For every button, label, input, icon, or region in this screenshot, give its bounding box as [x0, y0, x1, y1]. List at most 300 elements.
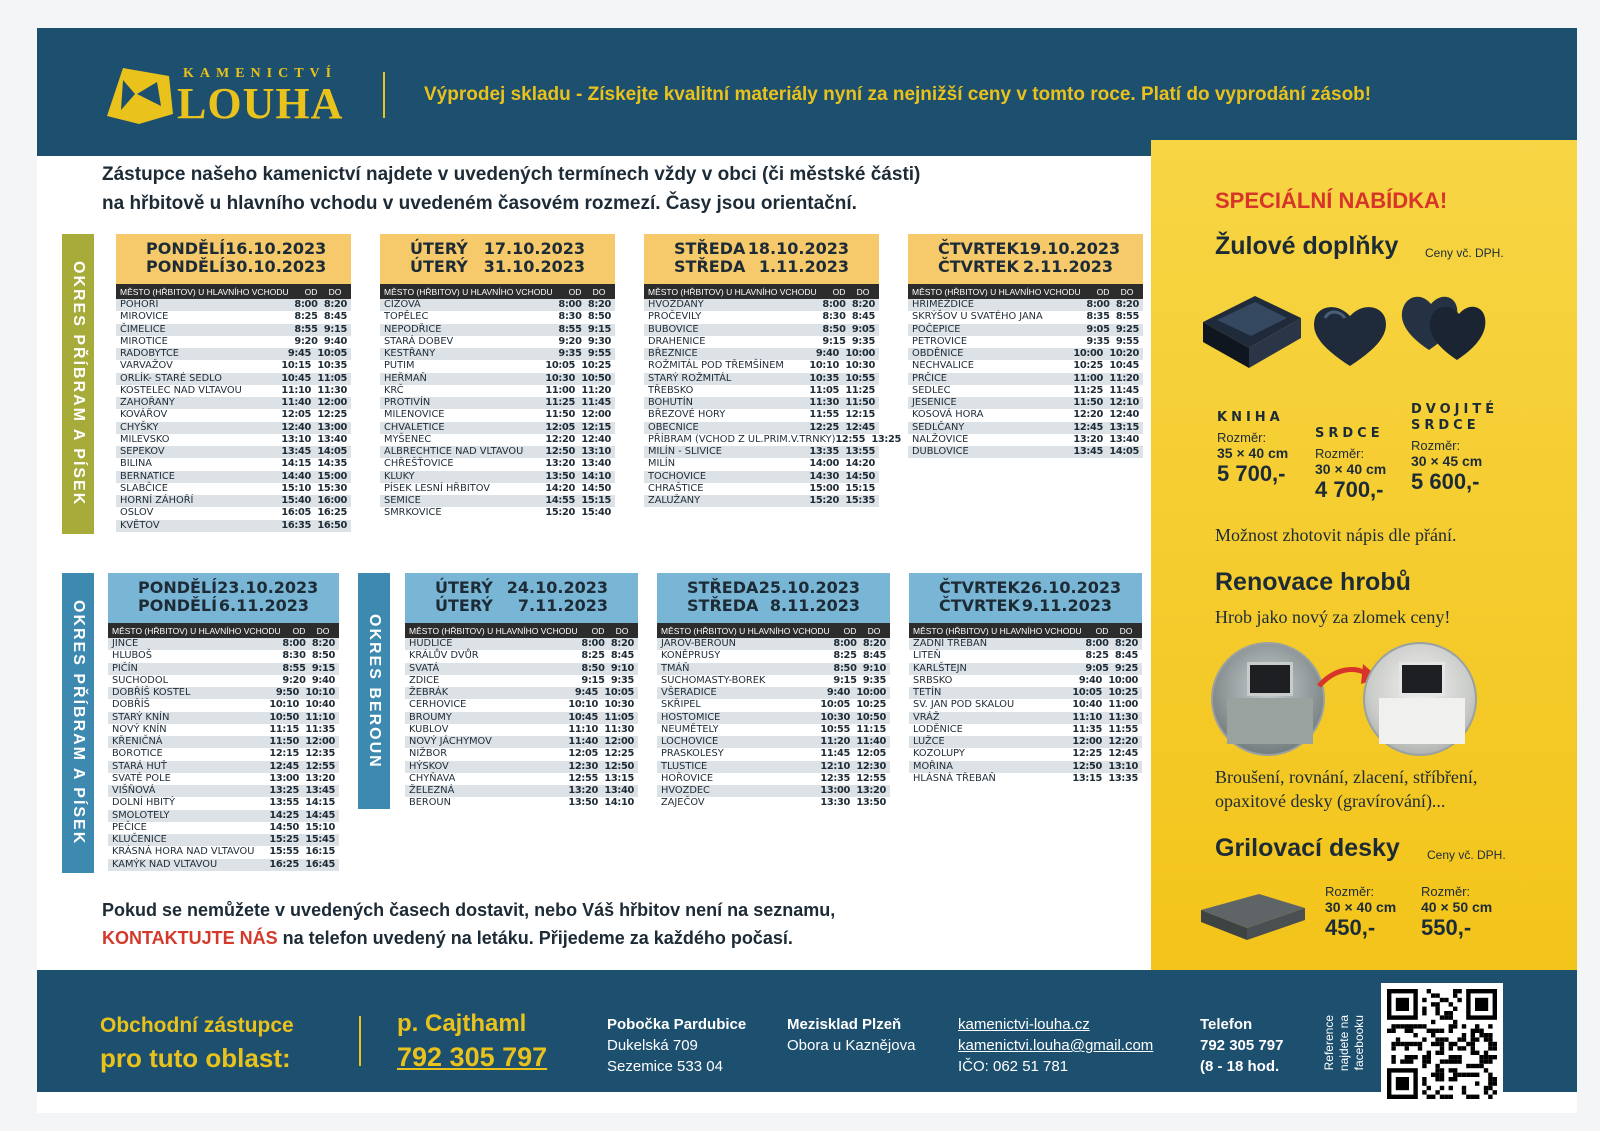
place-name: TŘEBSKO [648, 384, 694, 396]
schedule-row [908, 422, 1143, 434]
day-date: 7.11.2023 [517, 596, 608, 615]
time-range: 13:30 13:50 [820, 797, 886, 809]
place-name: BERNATICE [120, 470, 175, 482]
schedule-row [380, 299, 615, 311]
time-range: 9:15 9:35 [581, 674, 634, 686]
schedule-row [380, 471, 615, 483]
column-header: MĚSTO (HŘBITOV) U HLAVNÍHO VCHODU OD DO [405, 623, 638, 638]
place-name: NEUMĚTELY [661, 723, 719, 735]
place-name: BUBOVICE [648, 323, 699, 335]
intro-line-1: Zástupce našeho kamenictví najdete v uvedených termínech vždy v obci (či městské části) [102, 164, 921, 185]
place-name: KOVÁŘOV [120, 409, 168, 421]
header-bar [37, 28, 1577, 156]
time-range: 8:00 8:20 [282, 638, 335, 650]
time-range: 12:55 13:25 [835, 433, 902, 445]
schedule-row [908, 385, 1143, 397]
logo-kamenictvi: KAMENICTVÍ [183, 66, 338, 81]
schedule-row [116, 471, 351, 483]
place-name: ZADNÍ TŘEBAŇ [913, 638, 988, 650]
place-name: SMOLOTELY [112, 809, 170, 821]
time-range: 16:05 16:25 [281, 507, 347, 519]
schedule-row [657, 687, 890, 699]
place-name: TOPĚLEC [384, 311, 429, 323]
place-name: VŠERADICE [661, 687, 717, 699]
time-range: 10:30 10:50 [545, 372, 611, 384]
time-range: 13:35 13:55 [809, 446, 875, 458]
website-link[interactable]: kamenictvi-louha.cz [958, 1016, 1090, 1033]
granite-title: Žulové doplňky [1215, 232, 1399, 260]
time-range: 11:10 11:30 [568, 723, 634, 735]
time-range: 11:00 11:20 [545, 384, 611, 396]
time-range: 10:10 10:30 [568, 699, 634, 711]
facebook-reference: Reference najdete na facebooku [1321, 1014, 1366, 1072]
schedule-row [108, 822, 339, 834]
place-name: POČEPICE [912, 323, 961, 335]
schedule-row [108, 785, 339, 797]
schedule-wed-2 [657, 573, 890, 810]
renovation-desc-1: Broušení, rovnání, zlacení, stříbření, [1215, 767, 1478, 787]
place-name: NEPODŘICE [384, 323, 442, 335]
place-name: ORLÍK- STARÉ SEDLO [120, 372, 222, 384]
schedule-row [909, 687, 1142, 699]
schedule-row [108, 663, 339, 675]
day-date: 9.11.2023 [1021, 596, 1112, 615]
place-name: KRÁLŮV DVŮR [409, 650, 479, 662]
time-range: 8:00 8:20 [581, 638, 634, 650]
column-header: MĚSTO (HŘBITOV) U HLAVNÍHO VCHODU OD DO [644, 284, 879, 299]
flyer-sheet [37, 28, 1577, 1113]
day-name: ČTVRTEK [939, 578, 1020, 597]
email-link[interactable]: kamenictvi.louha@gmail.com [958, 1037, 1154, 1054]
place-name: NALŽOVICE [912, 433, 969, 445]
schedule-rows [909, 638, 1142, 785]
place-name: JAROV-BEROUN [661, 638, 737, 650]
schedule-row [908, 299, 1143, 311]
grill-price-note: Ceny vč. DPH. [1427, 848, 1506, 862]
time-range: 14:30 14:50 [809, 470, 875, 482]
sales-rep-phone-link[interactable]: 792 305 797 [397, 1042, 548, 1072]
schedule-row [644, 483, 879, 495]
place-name: MYŠENEC [384, 433, 432, 445]
place-name: PROTIVÍN [384, 397, 431, 409]
place-name: TLUSTICE [661, 760, 708, 772]
schedule-row [108, 846, 339, 858]
time-range: 14:25 14:45 [269, 809, 335, 821]
time-range: 11:20 11:40 [820, 736, 886, 748]
schedule-row [380, 495, 615, 507]
day-date: 24.10.2023 [506, 578, 608, 597]
place-name: KOZOLUPY [913, 748, 965, 760]
time-range: 10:25 10:45 [1073, 360, 1139, 372]
day-name: STŘEDA [674, 257, 746, 276]
time-range: 11:50 12:10 [1073, 397, 1139, 409]
place-name: ZAHOŘANY [120, 397, 175, 409]
okres-label-pribram-top: OKRES PŘÍBRAM A PÍSEK [62, 234, 94, 534]
place-name: CHYŠKY [120, 421, 159, 433]
place-name: SV. JAN POD SKALOU [913, 699, 1015, 711]
place-name: KONĚPRUSY [661, 650, 721, 662]
grave-before-image [1211, 642, 1325, 756]
ico-number: IČO: 062 51 781 [958, 1058, 1069, 1075]
schedule-row [116, 422, 351, 434]
time-range: 11:05 11:25 [809, 384, 875, 396]
place-name: MILEVSKO [120, 433, 170, 445]
time-range: 9:20 9:40 [294, 335, 347, 347]
schedule-wed-1 [644, 234, 902, 507]
qr-code[interactable] [1381, 983, 1503, 1105]
schedule-row [908, 409, 1143, 421]
time-range: 9:40 10:00 [1078, 674, 1138, 686]
time-range: 8:00 8:20 [1086, 299, 1139, 311]
place-name: CHYŇAVA [409, 772, 456, 784]
schedule-row [116, 324, 351, 336]
header-divider [383, 72, 385, 118]
schedule-row [380, 507, 615, 519]
column-header: MĚSTO (HŘBITOV) U HLAVNÍHO VCHODU OD DO [909, 623, 1142, 638]
contacts-web [958, 1014, 1153, 1077]
schedule-row [909, 748, 1142, 760]
time-range: 8:30 8:45 [822, 311, 875, 323]
time-range: 8:35 8:55 [1086, 311, 1139, 323]
time-range: 10:05 10:25 [545, 360, 611, 372]
place-name: PETROVICE [912, 335, 968, 347]
schedule-row [405, 650, 638, 662]
time-range: 12:50 13:10 [1072, 760, 1138, 772]
time-range: 10:10 10:40 [269, 699, 335, 711]
place-name: BŘEZNICE [648, 348, 698, 360]
time-range: 9:15 9:35 [822, 335, 875, 347]
contact-note [102, 896, 1002, 952]
day-date: 1.11.2023 [758, 257, 849, 276]
time-range: 12:45 12:55 [269, 760, 335, 772]
place-name: VARVAŽOV [120, 360, 173, 372]
grill-plate-icon [1197, 888, 1307, 944]
place-name: SVATÉ POLE [112, 772, 171, 784]
intro-line-2: na hřbitově u hlavního vchodu v uvedeném časovém rozmezí. Časy jsou orientační. [102, 193, 857, 214]
schedule-row [405, 724, 638, 736]
time-range: 9:15 9:35 [833, 674, 886, 686]
place-name: JESENICE [912, 397, 957, 409]
time-range: 10:10 10:30 [809, 360, 875, 372]
time-range: 11:25 11:45 [545, 397, 611, 409]
logo-louha: LOUHA [177, 79, 344, 128]
place-name: PIČÍN [112, 662, 138, 674]
schedule-row [909, 650, 1142, 662]
schedule-row [116, 336, 351, 348]
time-range: 14:15 14:35 [281, 458, 347, 470]
time-range: 13:20 13:40 [545, 458, 611, 470]
place-name: PROČEVILY [648, 311, 702, 323]
schedule-row [908, 397, 1143, 409]
company-logo [103, 62, 383, 126]
place-name: PUTIM [384, 360, 415, 372]
day-name: ÚTERÝ [435, 578, 493, 597]
time-range: 10:05 10:25 [820, 699, 886, 711]
time-range: 8:00 8:20 [1085, 638, 1138, 650]
opening-hours: (8 - 18 hod. [1200, 1058, 1280, 1075]
day-date: 19.10.2023 [1018, 239, 1121, 258]
time-range: 14:55 15:15 [545, 495, 611, 507]
day-name: PONDĚLÍ [138, 578, 218, 597]
place-name: OBDĚNICE [912, 348, 964, 360]
schedule-row [644, 348, 879, 360]
place-name: STARÝ ROŽMITÁL [648, 372, 732, 384]
column-header: MĚSTO (HŘBITOV) U HLAVNÍHO VCHODU OD DO [108, 623, 339, 638]
place-name: BOROTICE [112, 748, 163, 760]
place-name: HÝSKOV [409, 760, 449, 772]
intro-text [102, 160, 1002, 218]
heart-product-icon [1309, 300, 1391, 370]
place-name: ROŽMITÁL POD TŘEMŠÍNEM [648, 360, 784, 372]
schedule-row [909, 724, 1142, 736]
schedule-row [908, 446, 1143, 458]
schedule-rows [108, 638, 339, 871]
place-name: MIROVICE [120, 311, 169, 323]
time-range: 8:00 8:20 [294, 299, 347, 311]
place-name: SUCHOMASTY-BOREK [661, 674, 766, 686]
place-name: SRBSKO [913, 674, 953, 686]
place-name: MILÍN - SLIVICE [648, 446, 722, 458]
okres-label-pribram-bottom: OKRES PŘÍBRAM A PÍSEK [62, 573, 94, 873]
day-name: ÚTERÝ [435, 596, 493, 615]
schedule-row [657, 699, 890, 711]
time-range: 12:25 12:45 [809, 421, 875, 433]
time-range: 11:25 11:45 [1073, 384, 1139, 396]
time-range: 9:35 9:55 [1086, 335, 1139, 347]
place-name: HOŘOVICE [661, 772, 714, 784]
schedule-row [108, 687, 339, 699]
place-name: SVATÁ [409, 662, 440, 674]
place-name: NOVÝ JÁCHYMOV [409, 736, 492, 748]
place-name: TOCHOVICE [648, 470, 707, 482]
place-name: CERHOVICE [409, 699, 467, 711]
inscription-note: Možnost zhotovit nápis dle přání. [1215, 525, 1457, 545]
schedule-row [116, 520, 351, 532]
schedule-row [909, 773, 1142, 785]
place-name: TETÍN [913, 687, 942, 699]
time-range: 8:30 8:50 [282, 650, 335, 662]
place-name: LOCHOVICE [661, 736, 719, 748]
time-range: 11:50 12:00 [545, 409, 611, 421]
place-name: CHRAŠTICE [648, 482, 704, 494]
time-range: 15:55 16:15 [269, 846, 335, 858]
place-name: ZDICE [409, 674, 440, 686]
schedule-row [909, 736, 1142, 748]
schedule-thu-2 [909, 573, 1142, 785]
time-range: 8:50 9:10 [581, 662, 634, 674]
place-name: SKŘIPEL [661, 699, 701, 711]
schedule-row [908, 434, 1143, 446]
time-range: 12:05 12:25 [568, 748, 634, 760]
time-range: 10:45 11:05 [568, 711, 634, 723]
schedule-row [657, 736, 890, 748]
schedule-row [108, 773, 339, 785]
time-range: 13:00 13:20 [269, 772, 335, 784]
place-name: POHOŘÍ [120, 299, 159, 311]
schedule-row [380, 373, 615, 385]
schedule-row [405, 699, 638, 711]
time-range: 13:25 13:45 [269, 785, 335, 797]
time-range: 11:55 12:15 [809, 409, 875, 421]
schedule-row [644, 324, 879, 336]
time-range: 8:00 8:20 [822, 299, 875, 311]
day-name: STŘEDA [674, 239, 746, 258]
schedule-rows [657, 638, 890, 810]
time-range: 10:50 11:10 [269, 711, 335, 723]
phone-number: 792 305 797 [1200, 1037, 1284, 1054]
place-name: BROUMY [409, 711, 452, 723]
schedule-row [116, 507, 351, 519]
schedule-row [405, 638, 638, 650]
time-range: 9:20 9:40 [282, 674, 335, 686]
time-range: 12:15 12:35 [269, 748, 335, 760]
schedule-header [909, 573, 1142, 623]
double-heart-product-icon [1397, 288, 1493, 364]
time-range: 12:00 12:20 [1072, 736, 1138, 748]
column-header: MĚSTO (HŘBITOV) U HLAVNÍHO VCHODU OD DO [380, 284, 615, 299]
place-name: KVĚTOV [120, 519, 160, 531]
qr-code-icon [1387, 989, 1497, 1099]
day-date: 25.10.2023 [758, 578, 860, 597]
time-range: 11:00 11:20 [1073, 372, 1139, 384]
schedule-row [405, 687, 638, 699]
schedule-header [657, 573, 890, 623]
place-name: HVOZDEC [661, 785, 710, 797]
granite-price-note: Ceny vč. DPH. [1425, 246, 1504, 260]
time-range: 13:45 14:05 [1073, 446, 1139, 458]
day-date: 2.11.2023 [1022, 257, 1113, 276]
schedule-row [116, 348, 351, 360]
place-name: SEDLČANY [912, 421, 965, 433]
day-name: PONDĚLÍ [146, 257, 226, 276]
renovation-desc-2: opaxitové desky (gravírování)... [1215, 791, 1446, 811]
place-name: KOSTELEC NAD VLTAVOU [120, 384, 242, 396]
stock-plzen: Mezisklad Plzeň Obora u Kaznějova [787, 1016, 916, 1054]
place-name: MILENOVICE [384, 409, 445, 421]
schedule-header [380, 234, 615, 284]
place-name: DOLNÍ HBITÝ [112, 797, 175, 809]
schedule-row [108, 736, 339, 748]
place-name: DUBLOVICE [912, 446, 969, 458]
schedule-row [108, 810, 339, 822]
note-line-1: Pokud se nemůžete v uvedených časech dostavit, nebo Váš hřbitov není na seznamu, [102, 900, 836, 920]
schedule-row [644, 397, 879, 409]
time-range: 12:05 12:25 [281, 409, 347, 421]
place-name: HUDLICE [409, 638, 453, 650]
schedule-row [405, 797, 638, 809]
special-offer-panel [1151, 140, 1577, 970]
schedule-row [644, 360, 879, 372]
place-name: ŽELEZNÁ [409, 785, 455, 797]
schedule-row [116, 311, 351, 323]
time-range: 11:40 12:00 [568, 736, 634, 748]
schedule-row [108, 675, 339, 687]
time-range: 8:55 9:15 [558, 323, 611, 335]
schedule-row [908, 336, 1143, 348]
time-range: 12:45 13:15 [1073, 421, 1139, 433]
time-range: 12:20 12:40 [1073, 409, 1139, 421]
place-name: OSLOV [120, 507, 154, 519]
place-name: BEROUN [409, 797, 451, 809]
place-name: PÍSEK LESNÍ HŘBITOV [384, 482, 490, 494]
time-range: 13:10 13:40 [281, 433, 347, 445]
place-name: HLUBOŠ [112, 650, 152, 662]
time-range: 13:45 14:05 [281, 446, 347, 458]
schedule-row [380, 311, 615, 323]
column-header: MĚSTO (HŘBITOV) U HLAVNÍHO VCHODU OD DO [657, 623, 890, 638]
contacts-phone: Telefon 792 305 797 (8 - 18 hod. [1200, 1016, 1284, 1075]
product-kniha: KNIHA Rozměr: 35 × 40 cm 5 700,- [1217, 410, 1289, 486]
schedule-thu-1 [908, 234, 1143, 458]
place-name: LUŽCE [913, 736, 945, 748]
time-range: 10:40 11:00 [1072, 699, 1138, 711]
schedule-row [405, 748, 638, 760]
schedule-row [405, 785, 638, 797]
day-date: 18.10.2023 [747, 239, 849, 258]
place-name: STARÁ HUŤ [112, 760, 167, 772]
schedule-header [108, 573, 339, 623]
time-range: 9:05 9:25 [1085, 662, 1138, 674]
place-name: HEŘMAŇ [384, 372, 427, 384]
schedule-row [108, 797, 339, 809]
schedule-row [909, 638, 1142, 650]
schedule-row [380, 336, 615, 348]
place-name: SEPEKOV [120, 446, 165, 458]
time-range: 13:20 13:40 [568, 785, 634, 797]
place-name: SMRKOVICE [384, 507, 442, 519]
place-name: ZAJEČOV [661, 797, 705, 809]
schedule-row [644, 495, 879, 507]
schedule-row [644, 422, 879, 434]
schedule-row [657, 675, 890, 687]
time-range: 13:50 14:10 [568, 797, 634, 809]
place-name: HLÁSNÁ TŘEBAŇ [913, 772, 996, 784]
time-range: 8:55 9:15 [282, 662, 335, 674]
schedule-row [657, 650, 890, 662]
schedule-row [405, 761, 638, 773]
schedule-row [908, 348, 1143, 360]
place-name: SKRÝŠOV U SVATÉHO JANA [912, 311, 1043, 323]
day-name: ÚTERÝ [410, 257, 468, 276]
place-name: PRASKOLESY [661, 748, 724, 760]
time-range: 16:35 16:50 [281, 519, 347, 531]
schedule-header [405, 573, 638, 623]
day-name: ÚTERÝ [410, 239, 468, 258]
place-name: KESTŘANY [384, 348, 436, 360]
place-name: MILÍN [648, 458, 676, 470]
grill-title: Grilovací desky [1215, 834, 1400, 862]
place-name: PRČICE [912, 372, 947, 384]
schedule-row [657, 773, 890, 785]
schedule-row [108, 859, 339, 871]
place-name: CHVALETICE [384, 421, 445, 433]
time-range: 10:55 11:15 [820, 723, 886, 735]
schedule-row [908, 311, 1143, 323]
place-name: KRČ [384, 384, 404, 396]
schedule-rows [908, 299, 1143, 458]
schedule-mon-2 [108, 573, 339, 871]
place-name: KOSOVÁ HORA [912, 409, 984, 421]
place-name: NIŽBOR [409, 748, 447, 760]
schedule-row [380, 422, 615, 434]
time-range: 11:10 11:30 [1072, 711, 1138, 723]
time-range: 9:40 10:00 [826, 687, 886, 699]
schedule-row [908, 360, 1143, 372]
column-header: MĚSTO (HŘBITOV) U HLAVNÍHO VCHODU OD DO [908, 284, 1143, 299]
schedule-row [657, 638, 890, 650]
schedule-mon-1 [116, 234, 351, 532]
schedule-row [380, 434, 615, 446]
